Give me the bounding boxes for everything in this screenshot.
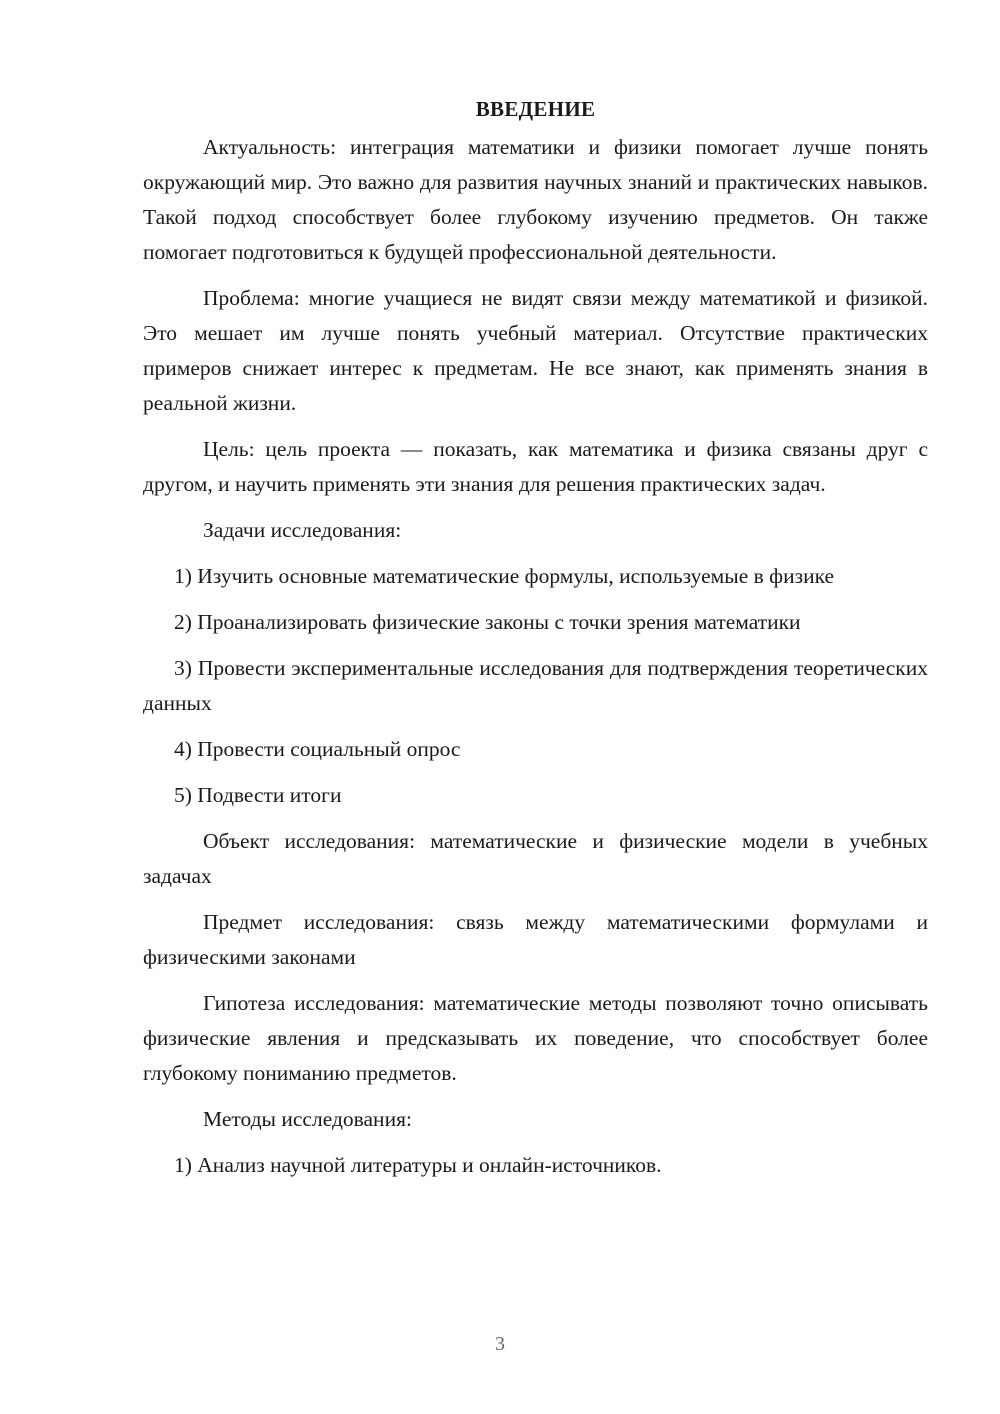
object-paragraph: Объект исследования: математические и физические модели в учебных задачах — [143, 829, 928, 888]
task-item-3: 3) Провести экспериментальные исследования для подтверждения теоретических данных — [143, 656, 928, 715]
relevance-paragraph: Актуальность: интеграция математики и физики помогает лучше понять окружающий мир. Это важно для развития научных знаний и практических навыков. Такой подход способствует более глубокому изучению предметов. Он также помогает подготовиться к будущей профессиональной деятельности. — [143, 135, 928, 264]
goal-paragraph: Цель: цель проекта — показать, как математика и физика связаны друг с другом, и научить применять эти знания для решения практических задач. — [143, 437, 928, 496]
problem-paragraph: Проблема: многие учащиеся не видят связи между математикой и физикой. Это мешает им лучше понять учебный материал. Отсутствие практических примеров снижает интерес к предметам. Не все знают, как применять знания в реальной жизни. — [143, 286, 928, 415]
subject-paragraph: Предмет исследования: связь между математическими формулами и физическими законами — [143, 910, 928, 969]
methods-heading: Методы исследования: — [203, 1107, 412, 1131]
section-heading: ВВЕДЕНИЕ — [475, 97, 596, 121]
document-page — [143, 92, 928, 1183]
hypothesis-paragraph: Гипотеза исследования: математические методы позволяют точно описывать физические явления и предсказывать их поведение, что способствует более глубокому пониманию предметов. — [143, 991, 928, 1085]
tasks-heading: Задачи исследования: — [203, 518, 402, 542]
task-item-1: 1) Изучить основные математические формулы, используемые в физике — [174, 564, 835, 588]
task-item-5: 5) Подвести итоги — [174, 783, 342, 807]
task-item-4: 4) Провести социальный опрос — [174, 737, 461, 761]
task-item-2: 2) Проанализировать физические законы с точки зрения математики — [174, 610, 801, 634]
method-item-1: 1) Анализ научной литературы и онлайн-источников. — [174, 1153, 662, 1177]
page-number: 3 — [495, 1333, 505, 1355]
